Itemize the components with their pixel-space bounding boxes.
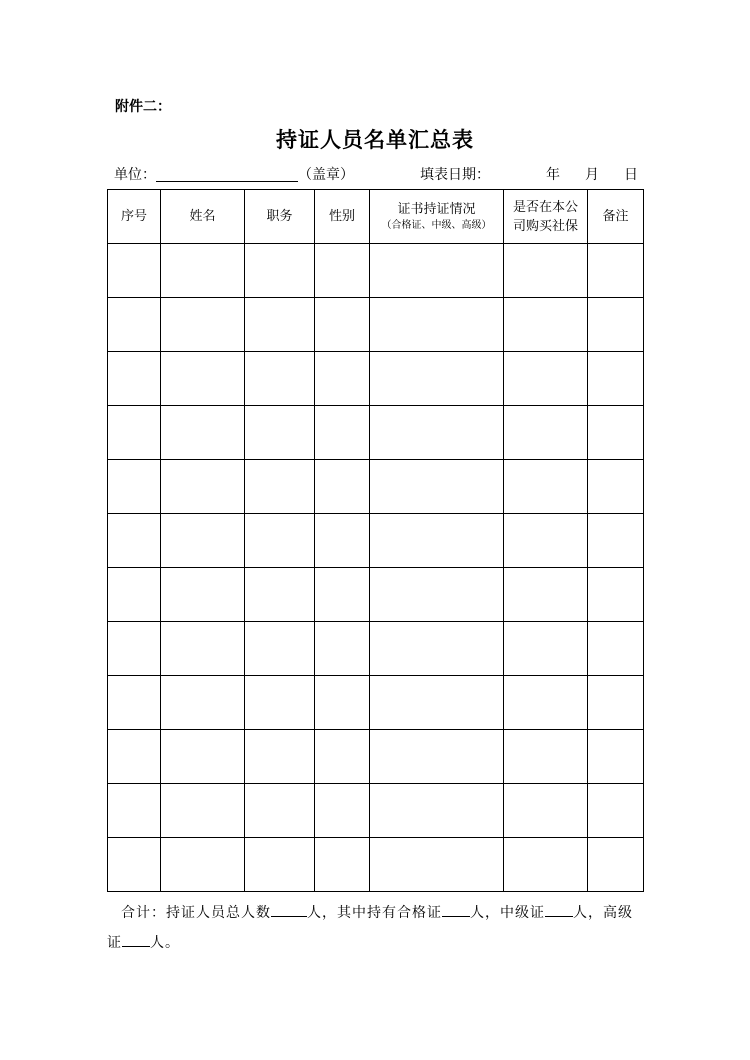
cell-social-insurance[interactable] — [504, 406, 588, 460]
cell-seq[interactable] — [108, 298, 161, 352]
unit-label: 单位： — [114, 167, 156, 183]
cell-cert-status[interactable] — [370, 298, 504, 352]
cell-gender[interactable] — [315, 352, 370, 406]
cell-social-insurance[interactable] — [504, 460, 588, 514]
unit-input-line — [156, 181, 298, 182]
cell-position[interactable] — [245, 514, 315, 568]
cell-position[interactable] — [245, 568, 315, 622]
cell-seq[interactable] — [108, 460, 161, 514]
cell-seq[interactable] — [108, 352, 161, 406]
cell-seq[interactable] — [108, 568, 161, 622]
day-label: 日 — [624, 167, 638, 183]
cell-cert-status[interactable] — [370, 838, 504, 892]
cell-position[interactable] — [245, 460, 315, 514]
cell-remarks[interactable] — [588, 514, 644, 568]
cell-position[interactable] — [245, 352, 315, 406]
cell-gender[interactable] — [315, 730, 370, 784]
cell-name[interactable] — [161, 676, 245, 730]
cell-social-insurance[interactable] — [504, 352, 588, 406]
cell-name[interactable] — [161, 730, 245, 784]
cell-position[interactable] — [245, 622, 315, 676]
cell-name[interactable] — [161, 244, 245, 298]
summary-senior-label: 人，高级证 — [107, 905, 633, 951]
cell-name[interactable] — [161, 514, 245, 568]
table-body — [108, 244, 644, 892]
cell-gender[interactable] — [315, 406, 370, 460]
header-position: 职务 — [245, 190, 315, 244]
cell-social-insurance[interactable] — [504, 514, 588, 568]
senior-count-blank — [122, 931, 150, 947]
cell-gender[interactable] — [315, 676, 370, 730]
cell-social-insurance[interactable] — [504, 298, 588, 352]
cell-cert-status[interactable] — [370, 730, 504, 784]
table-row — [108, 460, 644, 514]
cell-position[interactable] — [245, 298, 315, 352]
summary-qualified-label: 人，其中持有合格证 — [307, 905, 442, 921]
summary-note — [107, 898, 643, 958]
header-name: 姓名 — [161, 190, 245, 244]
intermediate-count-blank — [545, 901, 573, 917]
summary-end-label: 人。 — [150, 935, 180, 951]
cell-cert-status[interactable] — [370, 406, 504, 460]
cell-social-insurance[interactable] — [504, 676, 588, 730]
cell-social-insurance[interactable] — [504, 730, 588, 784]
qualified-count-blank — [442, 901, 470, 917]
header-gender: 性别 — [315, 190, 370, 244]
year-label: 年 — [546, 167, 560, 183]
attachment-label: 附件二： — [115, 99, 171, 115]
table-header-row — [108, 190, 644, 244]
header-remarks: 备注 — [588, 190, 644, 244]
summary-total-label: 合计：持证人员总人数 — [121, 905, 271, 921]
cell-seq[interactable] — [108, 406, 161, 460]
fill-date-label: 填表日期： — [420, 167, 490, 183]
header-social-insurance-line1: 是否在本公 — [512, 199, 578, 215]
cell-name[interactable] — [161, 298, 245, 352]
cell-remarks[interactable] — [588, 622, 644, 676]
cell-remarks[interactable] — [588, 784, 644, 838]
cell-cert-status[interactable] — [370, 460, 504, 514]
header-seq: 序号 — [108, 190, 161, 244]
cell-remarks[interactable] — [588, 838, 644, 892]
month-label: 月 — [585, 167, 599, 183]
cell-gender[interactable] — [315, 460, 370, 514]
header-cert-status — [370, 190, 504, 244]
header-social-insurance — [504, 190, 588, 244]
cell-cert-status[interactable] — [370, 622, 504, 676]
cell-seq[interactable] — [108, 244, 161, 298]
total-count-blank — [271, 901, 307, 917]
seal-label: （盖章） — [298, 167, 354, 183]
cell-position[interactable] — [245, 784, 315, 838]
cell-remarks[interactable] — [588, 676, 644, 730]
cell-remarks[interactable] — [588, 298, 644, 352]
table-row — [108, 244, 644, 298]
table-row — [108, 730, 644, 784]
cell-cert-status[interactable] — [370, 514, 504, 568]
cell-gender[interactable] — [315, 298, 370, 352]
cell-name[interactable] — [161, 406, 245, 460]
cell-position[interactable] — [245, 676, 315, 730]
cell-remarks[interactable] — [588, 568, 644, 622]
cell-remarks[interactable] — [588, 244, 644, 298]
cell-seq[interactable] — [108, 838, 161, 892]
table-row — [108, 784, 644, 838]
cell-name[interactable] — [161, 622, 245, 676]
table-row — [108, 352, 644, 406]
cell-gender[interactable] — [315, 784, 370, 838]
cell-position[interactable] — [245, 406, 315, 460]
cell-cert-status[interactable] — [370, 784, 504, 838]
cell-seq[interactable] — [108, 676, 161, 730]
cell-remarks[interactable] — [588, 730, 644, 784]
cell-seq[interactable] — [108, 514, 161, 568]
cell-gender[interactable] — [315, 244, 370, 298]
table-row — [108, 676, 644, 730]
cell-position[interactable] — [245, 244, 315, 298]
cell-seq[interactable] — [108, 730, 161, 784]
cell-social-insurance[interactable] — [504, 568, 588, 622]
table-row — [108, 568, 644, 622]
cell-social-insurance[interactable] — [504, 622, 588, 676]
table-row — [108, 838, 644, 892]
cell-name[interactable] — [161, 352, 245, 406]
roster-table — [107, 189, 644, 892]
cell-cert-status[interactable] — [370, 568, 504, 622]
cell-remarks[interactable] — [588, 352, 644, 406]
cell-gender[interactable] — [315, 622, 370, 676]
table-row — [108, 406, 644, 460]
cell-cert-status[interactable] — [370, 676, 504, 730]
cell-social-insurance[interactable] — [504, 784, 588, 838]
cell-social-insurance[interactable] — [504, 244, 588, 298]
header-cert-status-label: 证书持证情况 — [397, 202, 476, 217]
summary-intermediate-label: 人，中级证 — [470, 905, 545, 921]
table-row — [108, 298, 644, 352]
header-cert-status-sub: （合格证、中级、高级） — [381, 220, 492, 231]
cell-cert-status[interactable] — [370, 352, 504, 406]
cell-gender[interactable] — [315, 568, 370, 622]
cell-name[interactable] — [161, 784, 245, 838]
table-row — [108, 514, 644, 568]
cell-position[interactable] — [245, 730, 315, 784]
cell-social-insurance[interactable] — [504, 838, 588, 892]
cell-name[interactable] — [161, 460, 245, 514]
cell-seq[interactable] — [108, 622, 161, 676]
cell-name[interactable] — [161, 838, 245, 892]
cell-remarks[interactable] — [588, 460, 644, 514]
cell-gender[interactable] — [315, 514, 370, 568]
cell-gender[interactable] — [315, 838, 370, 892]
table-row — [108, 622, 644, 676]
cell-cert-status[interactable] — [370, 244, 504, 298]
cell-position[interactable] — [245, 838, 315, 892]
cell-name[interactable] — [161, 568, 245, 622]
cell-seq[interactable] — [108, 784, 161, 838]
page-title: 持证人员名单汇总表 — [276, 128, 474, 152]
header-social-insurance-line2: 司购买社保 — [512, 218, 578, 234]
cell-remarks[interactable] — [588, 406, 644, 460]
